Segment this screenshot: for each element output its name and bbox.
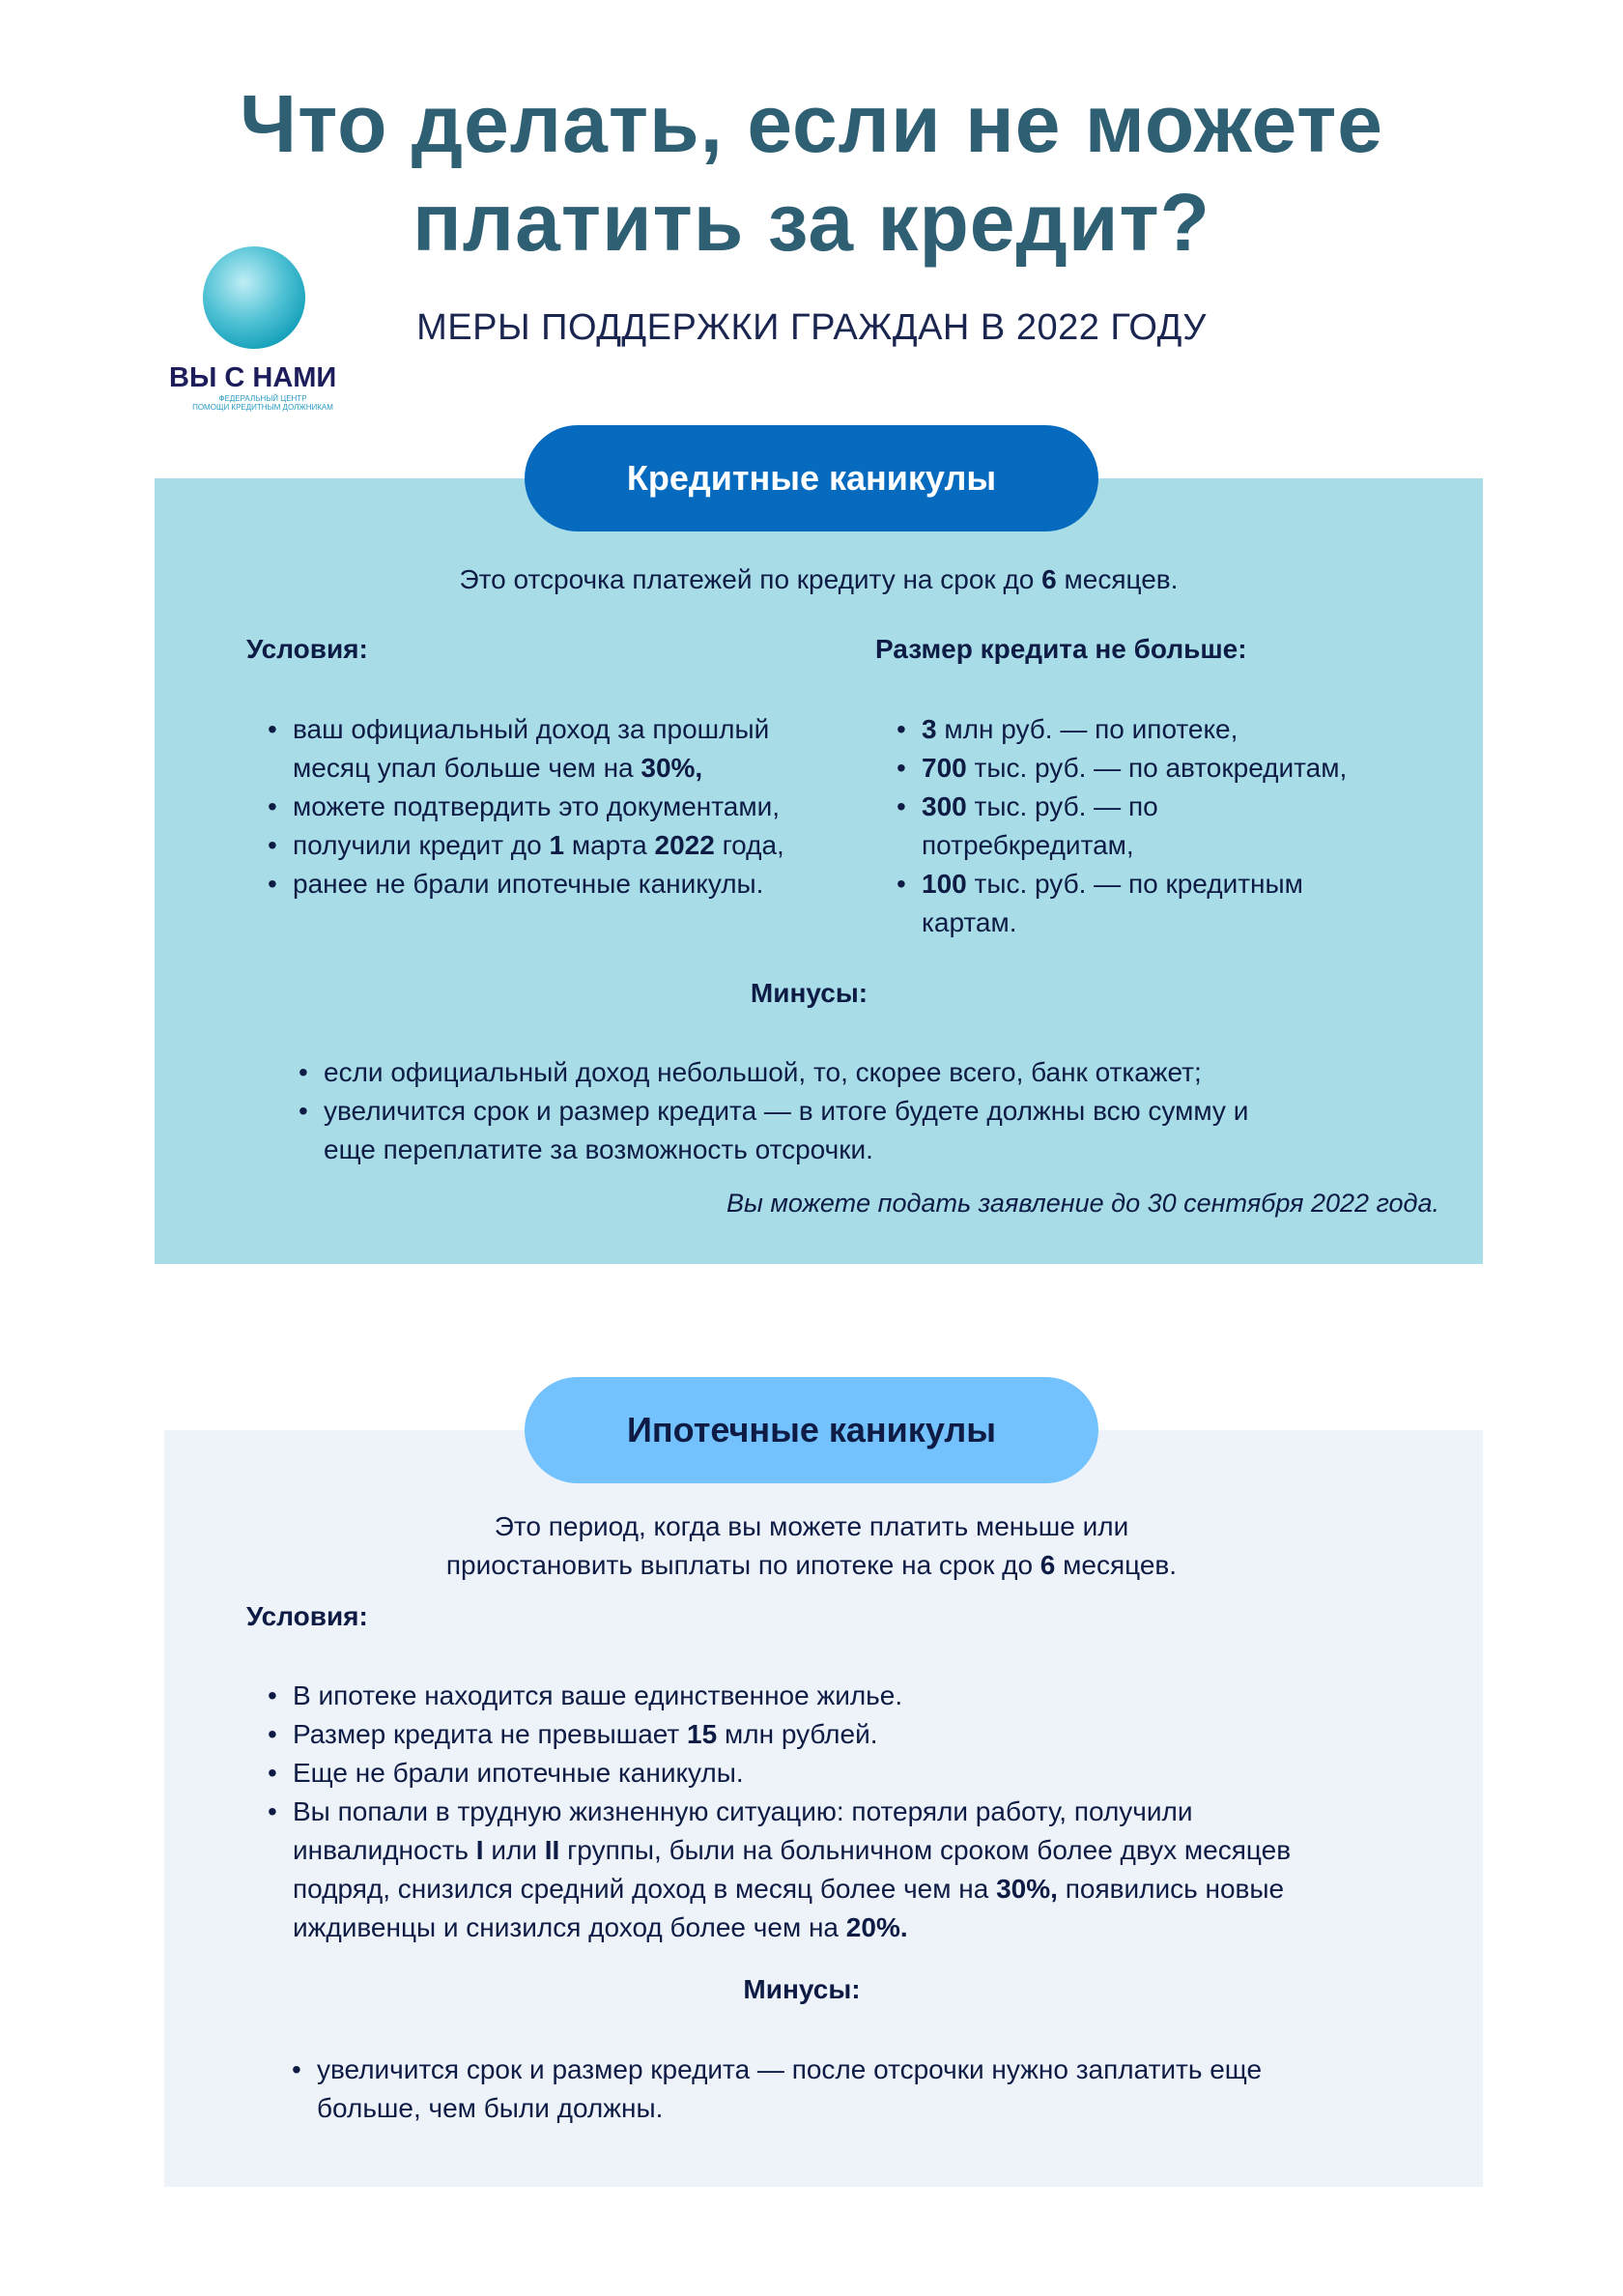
text-segment: марта <box>564 830 655 860</box>
list-item <box>299 1092 1248 1169</box>
credit-holidays-heading: Кредитные каникулы <box>525 425 1098 531</box>
text-segment: 6 <box>1039 1550 1056 1580</box>
page-title-line-2: платить за кредит? <box>413 177 1210 268</box>
text-segment: 700 <box>922 753 967 783</box>
mortgage-holidays-intro <box>164 1507 1459 1585</box>
text-segment: Это период, когда вы можете платить меньше или приостановить выплаты по ипотеке на срок до <box>445 1511 1129 1580</box>
mortgage-holidays-heading: Ипотечные каникулы <box>525 1377 1098 1483</box>
text-segment: 30%, <box>641 753 703 783</box>
text-segment: 15 <box>687 1719 718 1749</box>
list-item <box>268 710 784 788</box>
credit-deadline-note: Вы можете подать заявление до 30 сентября 2022 года. <box>726 1189 1439 1218</box>
text-segment: увеличится срок и размер кредита — после отсрочки нужно заплатить еще больше, чем были должны. <box>317 2054 1263 2123</box>
list-item <box>268 788 784 826</box>
text-segment: Это отсрочка платежей по кредиту на срок до <box>459 564 1042 594</box>
list-item <box>299 1053 1248 1092</box>
list-item <box>268 826 784 865</box>
credit-cons-heading: Минусы: <box>750 978 868 1008</box>
text-segment: года, <box>714 830 784 860</box>
text-segment: ваш официальный доход за прошлый месяц упал больше чем на <box>293 714 770 783</box>
list-item <box>897 749 1347 788</box>
logo-subtitle-line-1: ФЕДЕРАЛЬНЫЙ ЦЕНТР <box>218 394 307 403</box>
text-segment: получили кредит до <box>293 830 550 860</box>
text-segment: группы, были на больничном сроком более двух месяцев подряд, снизился средний доход в месяц более чем на <box>293 1835 1292 1904</box>
text-segment: млн руб. — по ипотеке, <box>936 714 1239 744</box>
logo-hand-globe-icon <box>203 246 305 349</box>
logo-name: ВЫ С НАМИ <box>169 362 337 393</box>
text-segment: ранее не брали ипотечные каникулы. <box>293 869 764 899</box>
list-item <box>268 1793 1291 1947</box>
list-item <box>897 710 1347 749</box>
mortgage-conditions-heading: Условия: <box>246 1601 368 1631</box>
text-segment: II <box>544 1835 560 1865</box>
page-subtitle: МЕРЫ ПОДДЕРЖКИ ГРАЖДАН В 2022 ГОДУ <box>416 307 1207 348</box>
text-segment: увеличится срок и размер кредита — в итоге будете должны всю сумму и еще переплатите за возможность отсрочки. <box>324 1096 1249 1164</box>
text-segment: Еще не брали ипотечные каникулы. <box>293 1758 744 1788</box>
text-segment: 2022 <box>654 830 715 860</box>
text-segment: или <box>483 1835 545 1865</box>
text-segment: можете подтвердить это документами, <box>293 791 780 821</box>
text-segment: Вы попали в трудную жизненную ситуацию: потеряли работу, получили инвалидность <box>293 1796 1193 1865</box>
list-item <box>268 1677 1291 1715</box>
text-segment: месяцев. <box>1056 564 1179 594</box>
logo-subtitle-line-2: ПОМОЩИ КРЕДИТНЫМ ДОЛЖНИКАМ <box>192 403 333 412</box>
list-item <box>897 788 1347 865</box>
text-segment: появились новые иждивенцы и снизился доход более чем на <box>293 1874 1285 1942</box>
mortgage-cons-list <box>292 2051 1262 2128</box>
text-segment: месяцев. <box>1055 1550 1178 1580</box>
logo <box>159 246 353 420</box>
list-item <box>268 865 784 904</box>
credit-holidays-intro <box>155 560 1483 599</box>
text-segment: 100 <box>922 869 967 899</box>
list-item <box>897 865 1347 942</box>
mortgage-conditions-list <box>268 1677 1291 1947</box>
list-item <box>292 2051 1262 2128</box>
page-title-line-1: Что делать, если не можете <box>240 78 1383 169</box>
list-item <box>268 1715 1291 1754</box>
text-segment: I <box>475 1835 484 1865</box>
text-segment: 3 <box>922 714 937 744</box>
text-segment: 30%, <box>996 1874 1058 1904</box>
text-segment: 6 <box>1041 564 1057 594</box>
text-segment: если официальный доход небольшой, то, скорее всего, банк откажет; <box>324 1057 1202 1087</box>
text-segment: тыс. руб. — по потребкредитам, <box>922 791 1158 860</box>
credit-conditions-heading: Условия: <box>246 634 368 664</box>
list-item <box>268 1754 1291 1793</box>
credit-conditions-list <box>268 710 784 904</box>
text-segment: млн рублей. <box>717 1719 878 1749</box>
text-segment: В ипотеке находится ваше единственное жилье. <box>293 1680 903 1710</box>
text-segment: 300 <box>922 791 967 821</box>
credit-limits-heading: Размер кредита не больше: <box>875 634 1247 664</box>
credit-cons-list <box>299 1053 1248 1169</box>
text-segment: 20%. <box>845 1912 908 1942</box>
logo-subtitle <box>181 394 345 412</box>
text-segment: тыс. руб. — по автокредитам, <box>966 753 1348 783</box>
text-segment: тыс. руб. — по кредитным картам. <box>922 869 1303 937</box>
text-segment: 1 <box>549 830 565 860</box>
text-segment: Размер кредита не превышает <box>293 1719 688 1749</box>
credit-limits-list <box>897 710 1347 942</box>
mortgage-cons-heading: Минусы: <box>743 1974 861 2004</box>
